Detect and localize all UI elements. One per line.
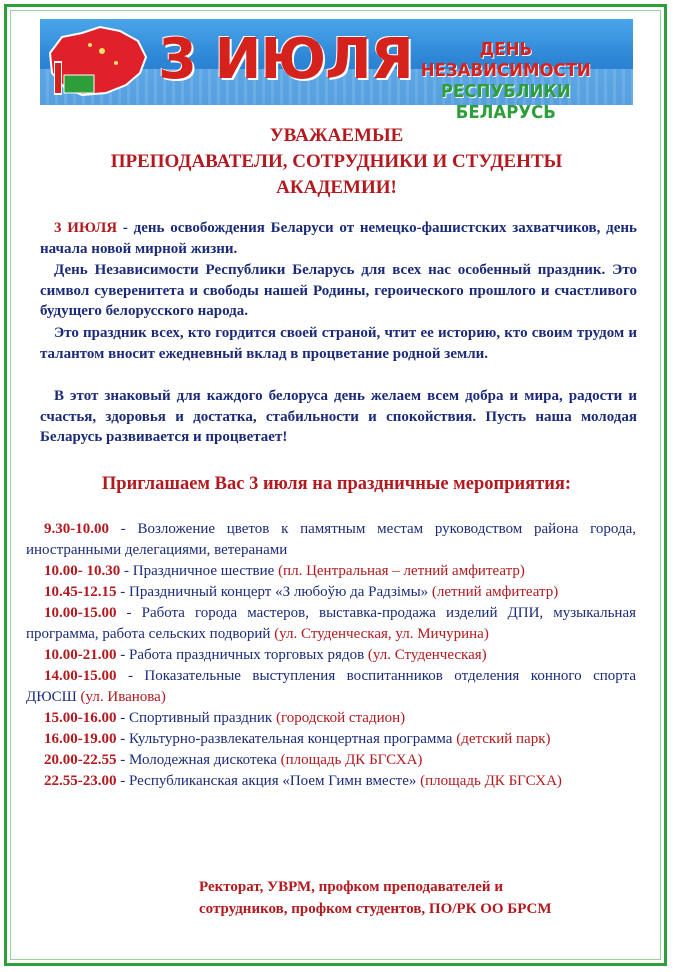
holiday-banner: [40, 19, 633, 123]
event-place: (ул. Студенческая): [367, 647, 487, 663]
event-time: 10.00-15.00: [44, 605, 117, 621]
event-time: 10.00-21.00: [44, 647, 117, 663]
paragraph-1-lead: 3 ИЮЛЯ: [54, 220, 118, 236]
event-description: - Праздничный концерт «З любоўю да Радзімы»: [116, 584, 432, 600]
event-description: - Республиканская акция «Поем Гимн вместе»: [116, 773, 421, 789]
banner-title-line1: ДЕНЬ НЕЗАВИСИМОСТИ: [420, 39, 591, 81]
event-time: 10.45-12.15: [44, 584, 117, 600]
schedule-item: [26, 771, 636, 792]
paragraph-1: [40, 218, 637, 259]
schedule-item: [26, 750, 636, 771]
paragraph-1-text: - день освобождения Беларуси от немецко-фашистских захватчиков, день начала новой мирной жизни.: [40, 220, 637, 257]
schedule-item: [26, 645, 636, 666]
greeting-heading: [40, 123, 633, 201]
event-place: (летний амфитеатр): [431, 584, 559, 600]
event-description: - Работа праздничных торговых рядов: [116, 647, 368, 663]
event-time: 16.00-19.00: [44, 731, 117, 747]
event-place: (детский парк): [456, 731, 551, 747]
heading-line3: АКАДЕМИИ!: [276, 177, 397, 198]
event-description: - Работа города мастеров, выставка-продажа изделий ДПИ, музыкальная программа, работа сельских подворий: [26, 605, 636, 642]
banner-date: 3 ИЮЛЯ: [158, 27, 413, 92]
schedule-item: [26, 729, 636, 750]
event-description: - Спортивный праздник: [116, 710, 276, 726]
schedule-item: [26, 603, 636, 645]
schedule-item: [26, 666, 636, 708]
signature-line2: сотрудников, профком студентов, ПО/РК ОО БРСМ: [199, 901, 552, 917]
event-description: - Праздничное шествие: [120, 563, 279, 579]
paragraph-4: В этот знаковый для каждого белоруса день желаем всем добра и мира, радости и счастья, здоровья и достатка, стабильности и спокойствия. Пусть наша молодая Беларусь развивается и процветает!: [40, 388, 637, 445]
event-place: (площадь ДК БГСХА): [280, 752, 423, 768]
banner-title-line2: РЕСПУБЛИКИ БЕЛАРУСЬ: [440, 81, 571, 123]
schedule-item: [26, 582, 636, 603]
banner-title: [400, 39, 612, 123]
event-time: 10.00- 10.30: [44, 563, 121, 579]
heading-line2: ПРЕПОДАВАТЕЛИ, СОТРУДНИКИ И СТУДЕНТЫ: [110, 151, 563, 172]
signature: [199, 876, 639, 920]
event-place: (городской стадион): [275, 710, 406, 726]
invitation-title: Приглашаем Вас 3 июля на праздничные мероприятия:: [101, 474, 572, 494]
event-description: - Молодежная дискотека: [116, 752, 281, 768]
schedule-item: [26, 519, 636, 561]
event-description: - Возложение цветов к памятным местам руководством района города, иностранными делегациями, ветеранами: [26, 521, 636, 558]
event-schedule: [26, 519, 636, 792]
event-time: 22.55-23.00: [44, 773, 117, 789]
heading-line1: УВАЖАЕМЫЕ: [269, 125, 404, 146]
schedule-item: [26, 708, 636, 729]
event-description: - Показательные выступления воспитанников отделения конного спорта ДЮСШ: [26, 668, 636, 705]
belarus-map-icon: [42, 23, 154, 103]
event-place: (ул. Студенческая, ул. Мичурина): [274, 626, 489, 642]
event-time: 15.00-16.00: [44, 710, 117, 726]
event-time: 14.00-15.00: [44, 668, 117, 684]
signature-line1: Ректорат, УВРМ, профком преподавателей и: [199, 879, 503, 895]
event-place: (площадь ДК БГСХА): [420, 773, 562, 789]
schedule-item: [26, 561, 636, 582]
event-description: - Культурно-развлекательная концертная программа: [116, 731, 457, 747]
event-place: (пл. Центральная – летний амфитеатр): [278, 563, 525, 579]
event-time: 20.00-22.55: [44, 752, 117, 768]
event-time: 9.30-10.00: [44, 521, 109, 537]
paragraph-2: День Независимости Республики Беларусь для всех нас особенный праздник. Это символ суверенитета и свободы нашей Родины, героического прошлого и счастливого будущего белорусского народа.: [40, 262, 637, 319]
event-place: (ул. Иванова): [80, 689, 166, 705]
paragraph-3: Это праздник всех, кто гордится своей страной, чтит ее историю, кто своим трудом и талантом вносит ежедневный вклад в процветание родной земли.: [40, 325, 637, 362]
